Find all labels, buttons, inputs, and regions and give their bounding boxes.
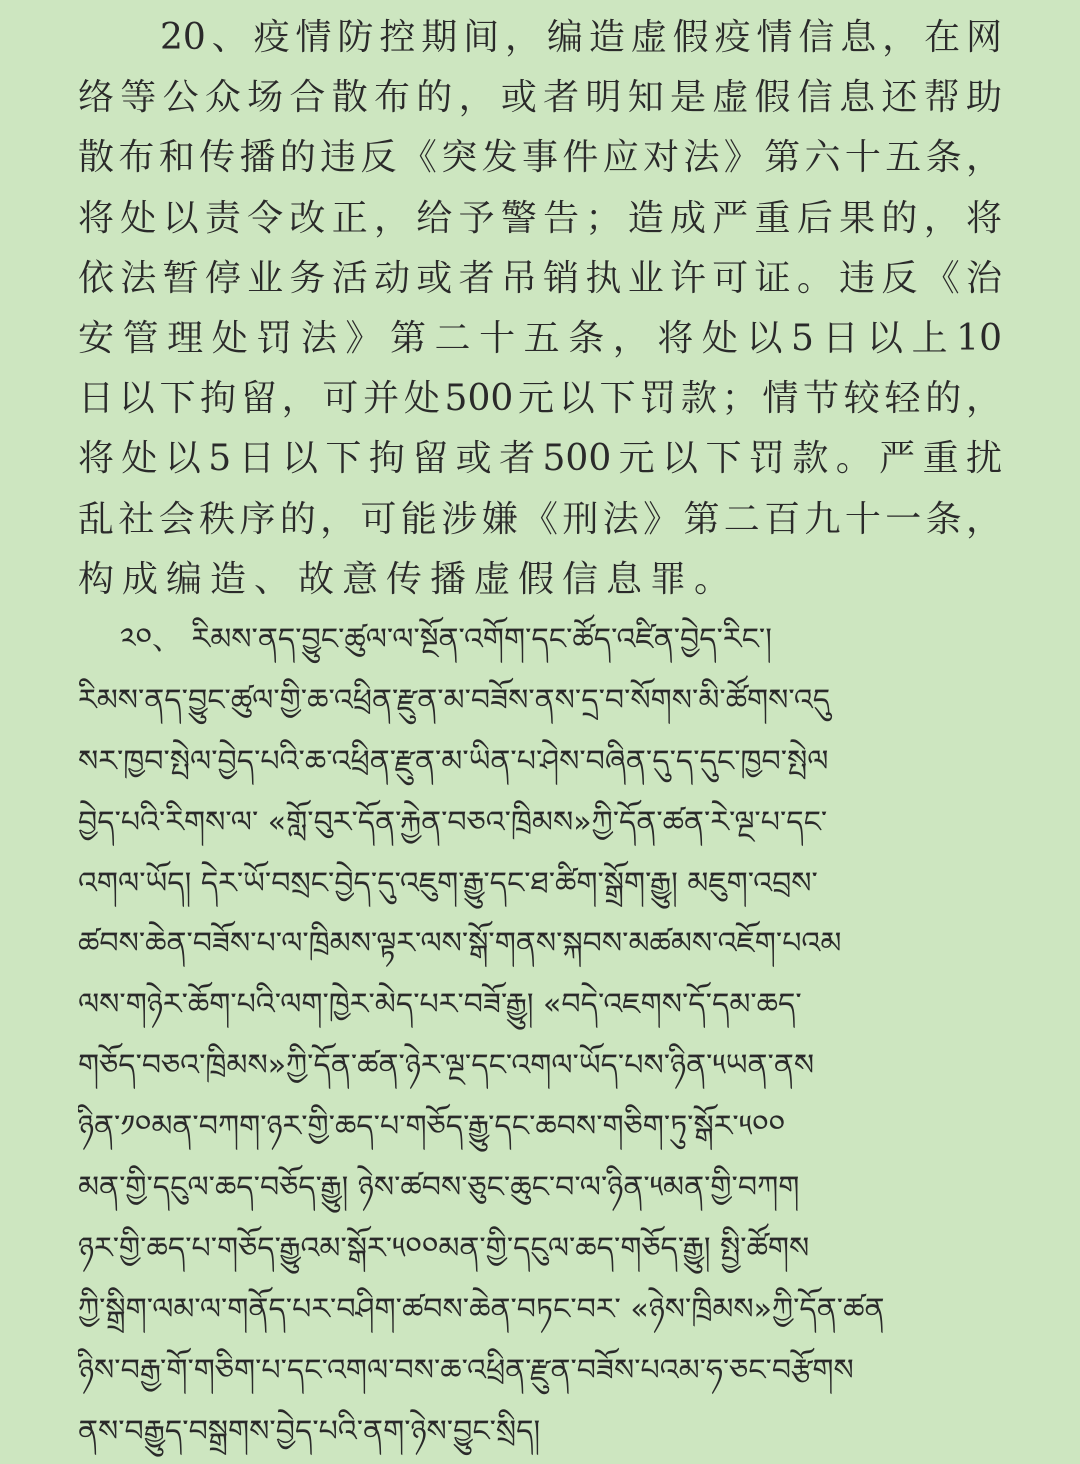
tibetan-line: ནས་བརྒྱུད་བསྒྲགས་བྱེད་པའི་ནག་ཉེས་བྱུང་སྲིད། [78,1413,541,1449]
chinese-line: 将处以责令改正，给予警告；造成严重后果的，将 [78,197,1002,239]
tibetan-line: ཉར་གྱི་ཆད་པ་གཅོད་རྒྱུའམ་སྒོར་༥༠༠མན་གྱི་དངུལ་ཆད་གཅོད་རྒྱུ། སྤྱི་ཚོགས [78,1230,810,1266]
tibetan-line: ༢༠、 རིམས་ནད་བྱུང་ཚུལ་ལ་སྔོན་འགོག་དང་ཚོད་འཛིན་བྱེད་རིང་། [120,622,772,657]
tibetan-line: བྱེད་པའི་རིགས་ལ་ «གློ་བུར་དོན་རྐྱེན་བཅའ་ཁྲིམས»ཀྱི་དོན་ཚན་རེ་ལྔ་པ་དང་ [78,804,828,840]
tibetan-line: འགལ་ཡོད། དེར་ཡོ་བསྲང་བྱེད་དུ་འཇུག་རྒྱུ་དང་ཐ་ཚིག་སྒྲོག་རྒྱུ། མཇུག་འབྲས་ [78,865,818,901]
tibetan-line: མན་གྱི་དངུལ་ཆད་བཅོད་རྒྱུ། ཉེས་ཚབས་ཅུང་ཆུང་བ་ལ་ཉིན་༥མན་གྱི་བཀག [78,1170,800,1206]
chinese-line: 乱社会秩序的，可能涉嫌《刑法》第二百九十一条， [78,498,1002,540]
tibetan-line: ཉིན་༡༠མན་བཀག་ཉར་གྱི་ཆད་པ་གཅོད་རྒྱུ་དང་ཆབས་གཅིག་ཏུ་སྒོར་༥༠༠ [78,1109,786,1145]
chinese-line: 络等公众场合散布的，或者明知是虚假信息还帮助 [78,77,1002,119]
chinese-paragraph [78,8,1002,610]
tibetan-line: རིམས་ནད་བྱུང་ཚུལ་གྱི་ཆ་འཕྲིན་རྫུན་མ་བཟོས་ནས་དྲ་བ་སོགས་མི་ཚོགས་འདུ [78,682,831,718]
chinese-line: 安管理处罚法》第二十五条，将处以5日以上10 [78,317,1002,359]
chinese-line: 日以下拘留，可并处500元以下罚款；情节较轻的， [78,378,1002,420]
tibetan-paragraph [78,610,1008,1462]
chinese-line: 散布和传播的违反《突发事件应对法》第六十五条， [78,137,1002,179]
chinese-line: 将处以5日以下拘留或者500元以下罚款。严重扰 [78,438,1002,480]
tibetan-line: གཅོད་བཅའ་ཁྲིམས»ཀྱི་དོན་ཚན་ཉེར་ལྔ་དང་འགལ་ཡོད་པས་ཉིན་༥ཡན་ནས [78,1048,815,1084]
tibetan-line: ཉིས་བརྒྱ་གོ་གཅིག་པ་དང་འགལ་བས་ཆ་འཕྲིན་རྫུན་བཟོས་པའམ་ཧ་ཅང་བརྩོགས [78,1352,854,1388]
tibetan-line: ཚབས་ཆེན་བཟོས་པ་ལ་ཁྲིམས་ལྟར་ལས་སྒོ་གནས་སྐབས་མཚམས་འཇོག་པའམ [78,926,842,962]
tibetan-line: ལས་གཉེར་ཆོག་པའི་ལག་ཁྱེར་མེད་པར་བཟོ་རྒྱུ། «བདེ་འཇགས་དོ་དམ་ཆད་ [78,987,802,1023]
tibetan-line: སར་ཁྱབ་སྤེལ་བྱེད་པའི་ཆ་འཕྲིན་རྫུན་མ་ཡིན་པ་ཤེས་བཞིན་དུ་ད་དུང་ཁྱབ་སྤེལ [78,743,829,779]
chinese-line: 依法暂停业务活动或者吊销执业许可证。违反《治 [78,257,1002,299]
tibetan-line: ཀྱི་སྒྲིག་ལམ་ལ་གནོད་པར་བཤིག་ཚབས་ཆེན་བཏང་བར་ «ཉེས་ཁྲིམས»ཀྱི་དོན་ཚན [78,1291,885,1327]
chinese-line: 20、疫情防控期间，编造虚假疫情信息，在网 [160,17,1002,58]
chinese-line: 构成编造、故意传播虚假信息罪。 [78,558,739,600]
